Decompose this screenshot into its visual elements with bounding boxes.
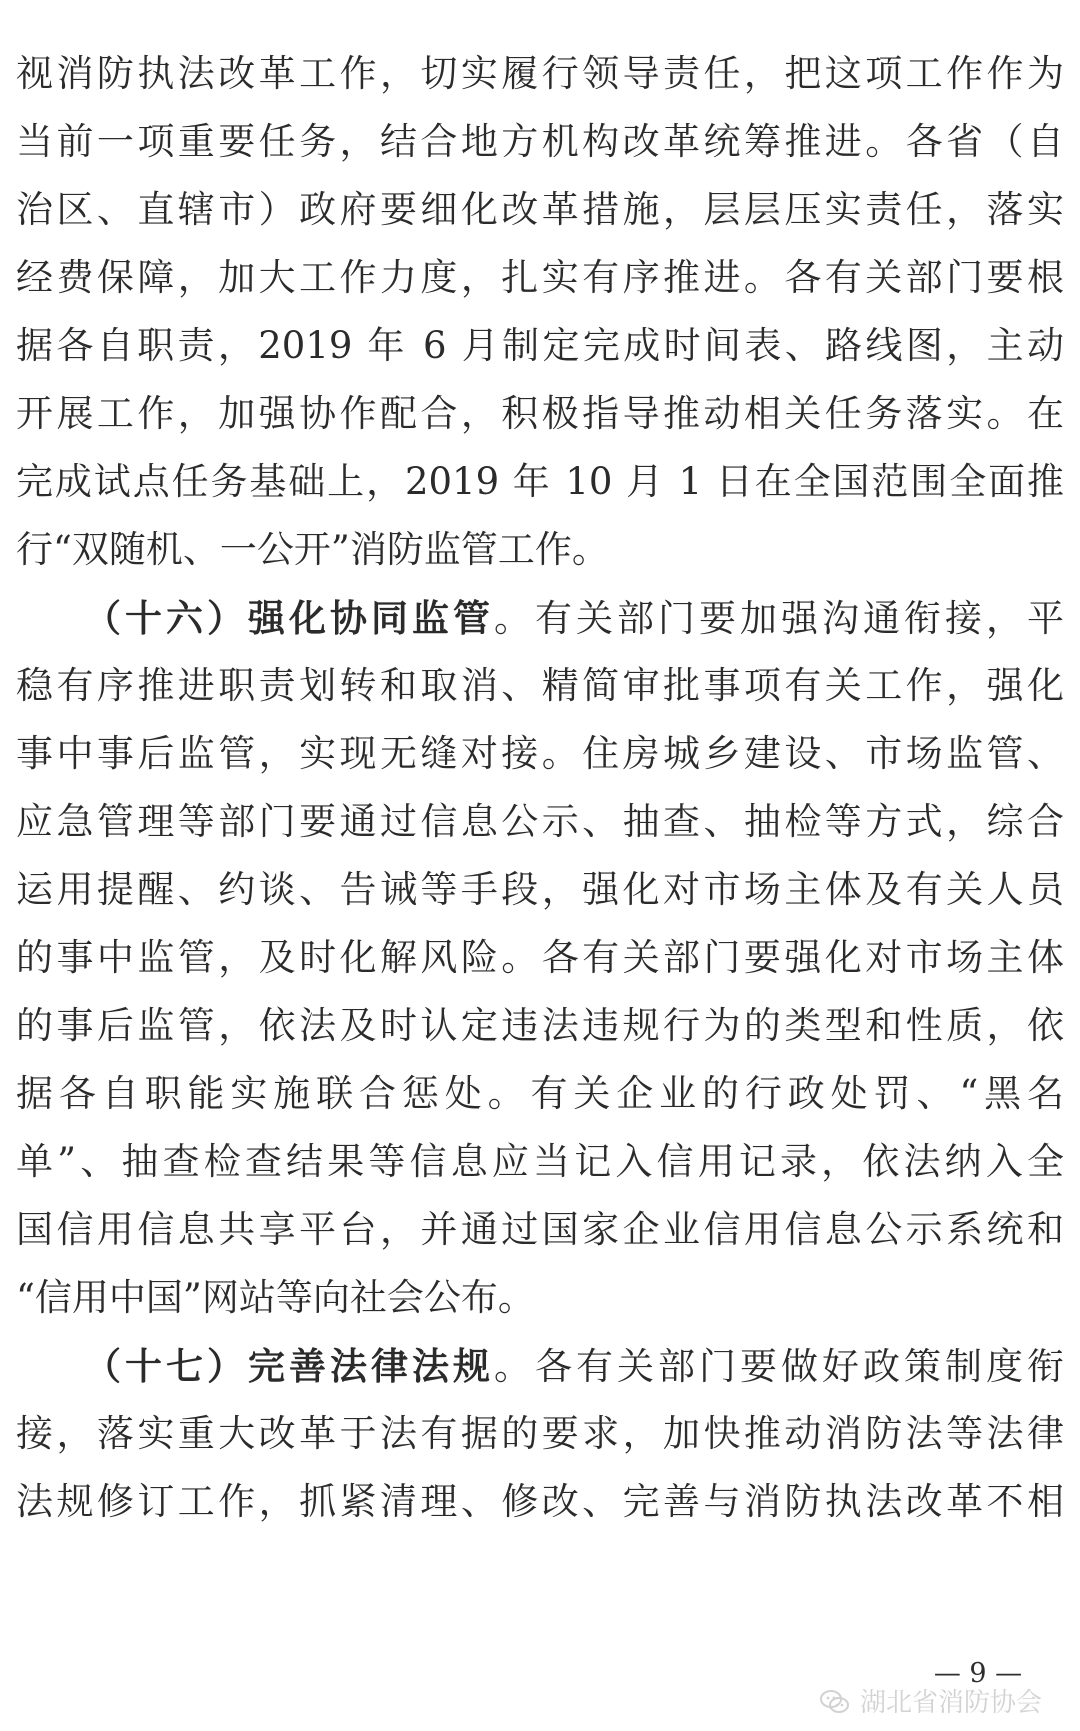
paragraph-line: 当前一项重要任务，结合地方机构改革统筹推进。各省（自 (16, 120, 1064, 163)
paragraph-line: 稳有序推进职责划转和取消、精简审批事项有关工作，强化 (16, 664, 1064, 707)
paragraph-line: 的事中监管，及时化解风险。各有关部门要强化对市场主体 (16, 936, 1064, 979)
watermark-text: 湖北省消防协会 (860, 1687, 1043, 1717)
paragraph-line: 经费保障，加大工作力度，扎实有序推进。各有关部门要根 (16, 256, 1064, 299)
paragraph-line: 的事后监管，依法及时认定违法违规行为的类型和性质，依 (16, 1004, 1064, 1047)
paragraph-line: “信用中国”网站等向社会公布。 (16, 1276, 535, 1319)
page-footer (0, 1658, 1080, 1723)
paragraph-line: 法规修订工作，抓紧清理、修改、完善与消防执法改革不相 (16, 1480, 1064, 1523)
paragraph-line: 运用提醒、约谈、告诫等手段，强化对市场主体及有关人员 (16, 868, 1064, 911)
page-number: — 9 — (933, 1658, 1023, 1689)
paragraph-line: 据各自职责，2019 年 6 月制定完成时间表、路线图，主动 (16, 324, 1064, 367)
paragraph-line: 据各自职能实施联合惩处。有关企业的行政处罚、“黑名 (16, 1072, 1064, 1115)
paragraph-line: 开展工作，加强协作配合，积极指导推动相关任务落实。在 (16, 392, 1064, 435)
section-17-first-line (84, 1336, 1064, 1396)
section-17-first-line-text: 。各有关部门要做好政策制度衔 (494, 1345, 1064, 1388)
section-16-first-line (84, 588, 1064, 648)
section-17-heading: （十七）完善法律法规 (84, 1344, 494, 1388)
paragraph-line: 治区、直辖市）政府要细化改革措施，层层压实责任，落实 (16, 188, 1064, 231)
section-16-heading: （十六）强化协同监管 (84, 596, 494, 640)
paragraph-line: 应急管理等部门要通过信息公示、抽查、抽检等方式，综合 (16, 800, 1064, 843)
paragraph-line: 单”、抽查检查结果等信息应当记入信用记录，依法纳入全 (16, 1140, 1064, 1183)
paragraph-line: 国信用信息共享平台，并通过国家企业信用信息公示系统和 (16, 1208, 1064, 1251)
paragraph-line: 接，落实重大改革于法有据的要求，加快推动消防法等法律 (16, 1412, 1064, 1455)
watermark (818, 1685, 1068, 1719)
section-16-first-line-text: 。有关部门要加强沟通衔接，平 (494, 597, 1064, 640)
paragraph-line: 完成试点任务基础上，2019 年 10 月 1 日在全国范围全面推 (16, 460, 1064, 503)
paragraph-line: 视消防执法改革工作，切实履行领导责任，把这项工作作为 (16, 52, 1064, 95)
paragraph-line: 事中事后监管，实现无缝对接。住房城乡建设、市场监管、 (16, 732, 1064, 775)
paragraph-line: 行“双随机、一公开”消防监管工作。 (16, 528, 609, 571)
wechat-icon (818, 1685, 852, 1719)
